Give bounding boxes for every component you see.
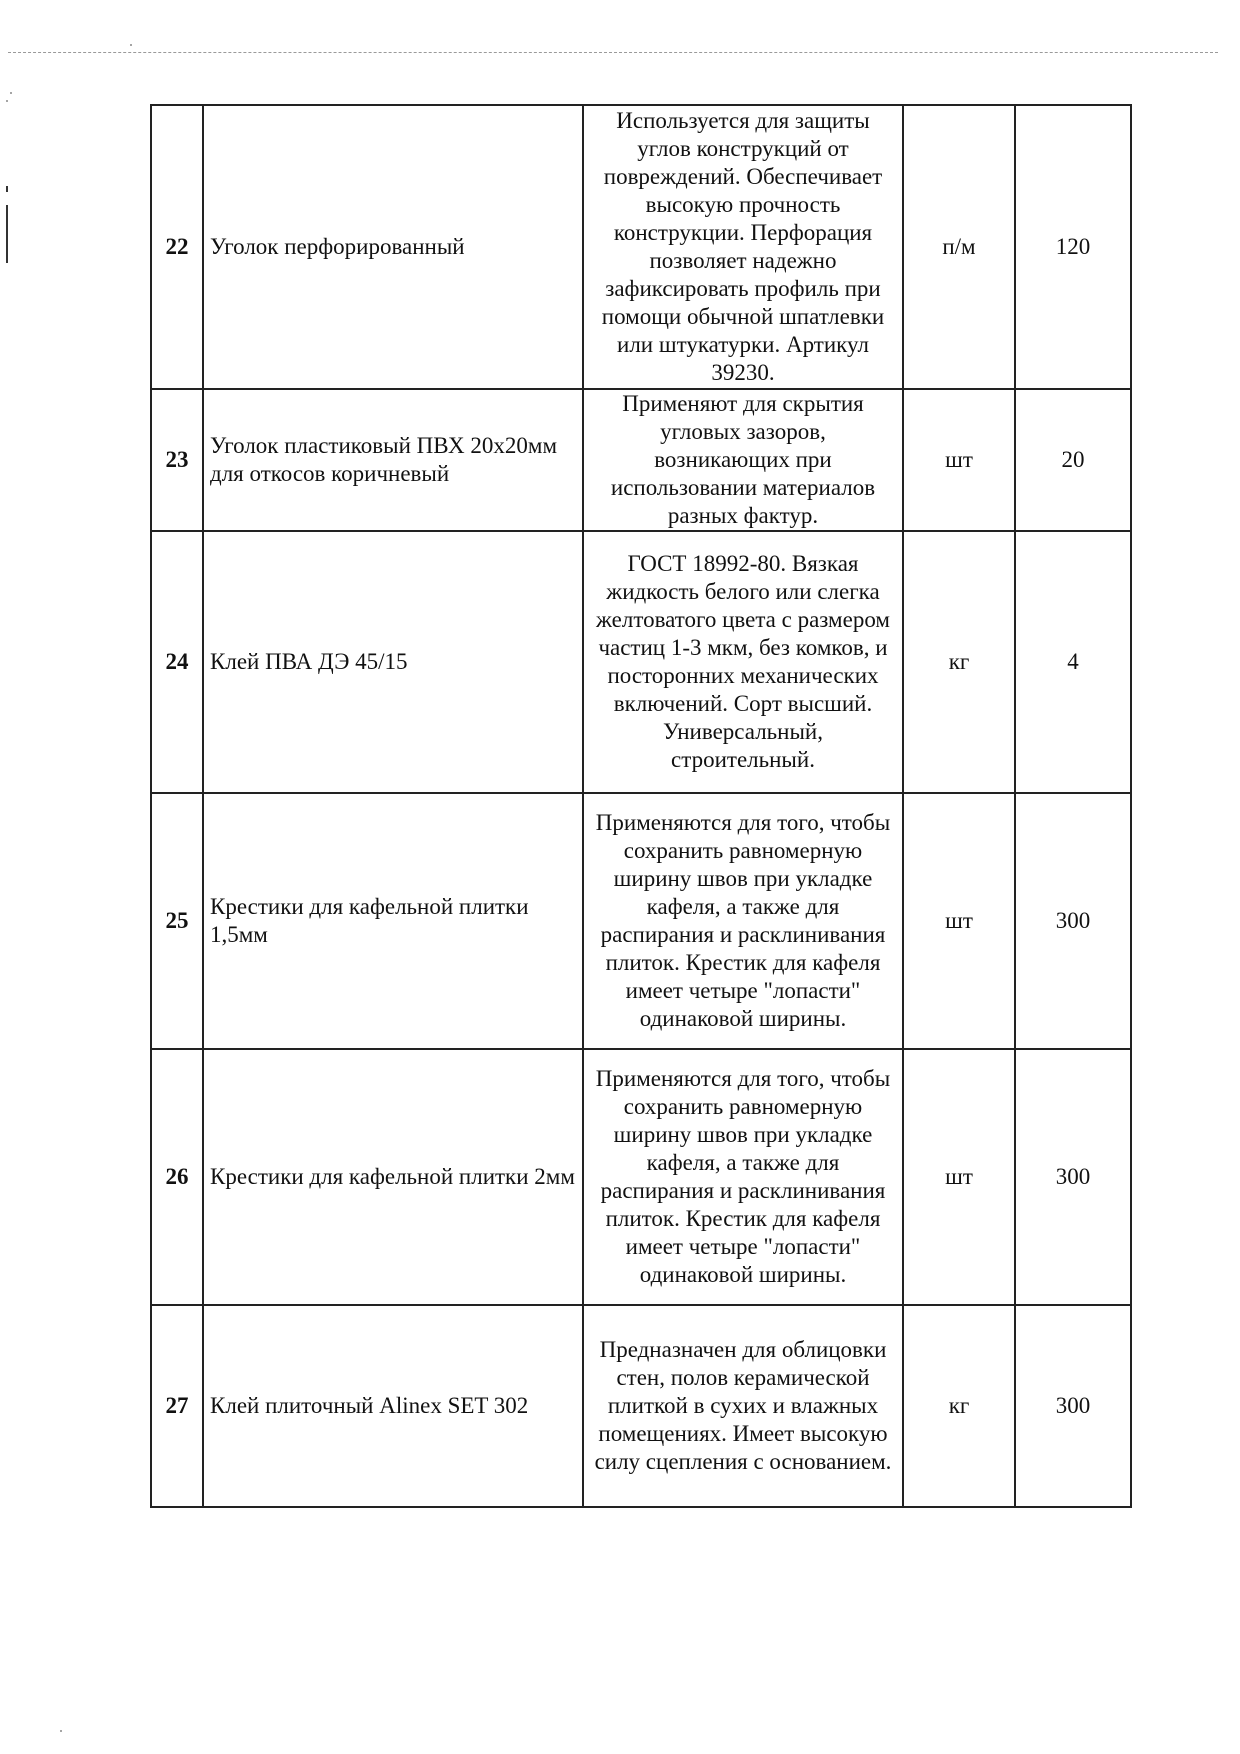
item-description: ГОСТ 18992-80. Вязкая жидкость белого или слегка желтоватого цвета с размером частиц 1-3 мкм, без комков, и посторонних механических включений. Сорт высший. Универсальный, строительный. [583,531,903,793]
item-name: Крестики для кафельной плитки 2мм [203,1049,583,1305]
item-description: Применяются для того, чтобы сохранить равномерную ширину швов при укладке кафеля, а также для распирания и расклинивания плиток. Крестик для кафеля имеет четыре "лопасти" одинаковой ширины. [583,1049,903,1305]
specification-table [150,104,1132,1508]
item-quantity: 300 [1015,1049,1131,1305]
row-number: 27 [151,1305,203,1507]
scan-speck [6,100,8,102]
scan-speck [60,1730,62,1732]
item-description: Предназначен для облицовки стен, полов керамической плиткой в сухих и влажных помещениях. Имеет высокую силу сцепления с основанием. [583,1305,903,1507]
item-description: Используется для защиты углов конструкций от повреждений. Обеспечивает высокую прочность конструкции. Перфорация позволяет надежно зафиксировать профиль при помощи обычной шпатлевки или штукатурки. Артикул 39230. [583,105,903,389]
scan-speck [10,92,12,94]
item-unit: шт [903,1049,1015,1305]
item-name: Уголок пластиковый ПВХ 20х20мм для откосов коричневый [203,389,583,531]
item-unit: кг [903,531,1015,793]
item-name: Клей плиточный Alinex SET 302 [203,1305,583,1507]
item-description: Применяются для того, чтобы сохранить равномерную ширину швов при укладке кафеля, а также для распирания и расклинивания плиток. Крестик для кафеля имеет четыре "лопасти" одинаковой ширины. [583,793,903,1049]
scan-speck [130,44,132,46]
row-number: 25 [151,793,203,1049]
item-quantity: 4 [1015,531,1131,793]
item-quantity: 300 [1015,1305,1131,1507]
table-row [151,1049,1131,1305]
table-row [151,1305,1131,1507]
table-row [151,531,1131,793]
scan-header-line [8,52,1218,53]
table-row [151,793,1131,1049]
row-number: 23 [151,389,203,531]
item-name: Уголок перфорированный [203,105,583,389]
row-number: 24 [151,531,203,793]
item-quantity: 120 [1015,105,1131,389]
item-name: Крестики для кафельной плитки 1,5мм [203,793,583,1049]
item-unit: п/м [903,105,1015,389]
item-unit: шт [903,793,1015,1049]
row-number: 22 [151,105,203,389]
item-quantity: 20 [1015,389,1131,531]
scan-margin-mark [6,205,8,263]
table-row [151,389,1131,531]
item-description: Применяют для скрытия угловых зазоров, возникающих при использовании материалов разных фактур. [583,389,903,531]
row-number: 26 [151,1049,203,1305]
item-name: Клей ПВА ДЭ 45/15 [203,531,583,793]
scan-margin-mark [6,186,8,192]
item-unit: кг [903,1305,1015,1507]
item-unit: шт [903,389,1015,531]
item-quantity: 300 [1015,793,1131,1049]
table-row [151,105,1131,389]
